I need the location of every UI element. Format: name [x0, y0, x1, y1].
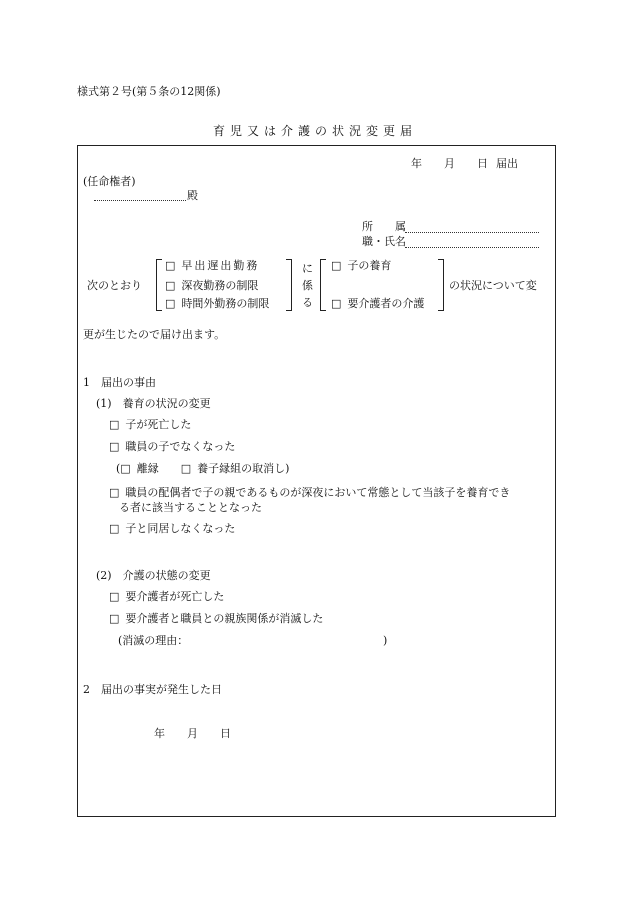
sub-reasons: [116, 462, 289, 476]
occurrence-year: 年: [154, 727, 165, 740]
reason-label: 子が死亡した: [125, 418, 192, 431]
authority-name-field[interactable]: [94, 200, 186, 201]
section2-heading: 2 届出の事実が発生した日: [83, 683, 222, 696]
checkbox-icon: □: [331, 297, 342, 310]
option-label: 深夜勤務の制限: [181, 279, 259, 292]
reason-care-recipient-died[interactable]: [109, 590, 224, 604]
occurrence-month: 月: [187, 727, 198, 740]
reason-label: 子と同居しなくなった: [125, 522, 236, 535]
sub-reason-label: 養子縁組の取消し: [197, 462, 286, 475]
option-night-work-limit[interactable]: [165, 279, 258, 293]
connector-3: る: [302, 296, 313, 309]
filing-label: 届出: [496, 157, 518, 170]
section1-sub2-heading: (2) 介護の状態の変更: [96, 569, 211, 582]
option-label: 時間外勤務の制限: [181, 297, 270, 310]
filing-day: 日: [477, 157, 488, 170]
name-field[interactable]: [405, 247, 539, 248]
filing-date: [411, 157, 518, 171]
occurrence-date[interactable]: [154, 727, 231, 741]
checkbox-icon: □: [180, 462, 192, 475]
extinction-reason-label: (消滅の理由：: [118, 634, 189, 647]
extinction-reason-close: ): [383, 634, 388, 647]
reason-child-died[interactable]: [109, 418, 191, 432]
right-bracket-open: [320, 259, 326, 311]
extinction-reason-field[interactable]: [196, 634, 378, 648]
reason-no-longer-child[interactable]: [109, 440, 235, 454]
option-label: 早出遅出勤務: [181, 259, 260, 272]
checkbox-icon: □: [165, 259, 176, 272]
checkbox-icon: □: [109, 612, 120, 625]
form-number: 様式第２号(第５条の12関係): [77, 85, 221, 98]
filing-month: 月: [444, 157, 455, 170]
connector-2: 係: [302, 279, 313, 292]
section1-sub1-heading: (1) 養育の状況の変更: [96, 397, 211, 410]
option-label: 要介護者の介護: [347, 297, 425, 310]
reason-label: 職員の子でなくなった: [125, 440, 236, 453]
checkbox-icon: □: [109, 440, 120, 453]
option-overtime-limit[interactable]: [165, 297, 269, 311]
statement-prefix: 次のとおり: [87, 279, 142, 292]
reason-spouse-can-care[interactable]: [109, 486, 510, 500]
option-child-care[interactable]: [331, 259, 391, 273]
reason-spouse-can-care-cont: る者に該当することとなった: [119, 501, 262, 514]
connector-1: に: [302, 262, 313, 275]
reason-label: 職員の配偶者で子の親であるものが深夜において常態として当該子を養育でき: [125, 486, 511, 499]
paren-close: ): [285, 462, 290, 475]
reason-kinship-ended[interactable]: [109, 612, 323, 626]
reason-label: 要介護者と職員との親族関係が消滅した: [125, 612, 324, 625]
department-label: 所 属: [362, 220, 406, 233]
checkbox-icon: □: [331, 259, 342, 272]
checkbox-icon: □: [109, 590, 120, 603]
right-bracket-close: [438, 259, 444, 311]
sub-reason-label: 離縁: [136, 462, 159, 475]
option-label: 子の養育: [347, 259, 392, 272]
sub-reason-divorce[interactable]: [120, 462, 158, 475]
name-label: 職・氏名: [362, 235, 406, 248]
left-bracket-close: [286, 259, 292, 311]
checkbox-icon: □: [109, 522, 120, 535]
checkbox-icon: □: [109, 486, 120, 499]
form-frame: [77, 145, 556, 817]
checkbox-icon: □: [165, 297, 176, 310]
reason-not-living-together[interactable]: [109, 522, 235, 536]
honorific: 殿: [187, 189, 198, 202]
filing-year: 年: [411, 157, 422, 170]
department-field[interactable]: [405, 232, 539, 233]
paren-open: (: [116, 462, 121, 475]
occurrence-day: 日: [220, 727, 231, 740]
checkbox-icon: □: [109, 418, 120, 431]
option-early-late-work[interactable]: [165, 259, 259, 273]
reason-label: 要介護者が死亡した: [125, 590, 225, 603]
section1-heading: 1 届出の事由: [83, 376, 156, 389]
statement-suffix-2: 更が生じたので届け出ます。: [83, 328, 226, 341]
checkbox-icon: □: [165, 279, 176, 292]
statement-suffix-1: の状況について変: [449, 279, 537, 292]
form-title: 育児又は介護の状況変更届: [212, 124, 417, 138]
appointing-authority-label: (任命権者): [83, 175, 136, 188]
left-bracket-open: [156, 259, 162, 311]
sub-reason-adoption-cancel[interactable]: [181, 462, 285, 475]
option-elder-care[interactable]: [331, 297, 424, 311]
checkbox-icon: □: [120, 462, 131, 475]
